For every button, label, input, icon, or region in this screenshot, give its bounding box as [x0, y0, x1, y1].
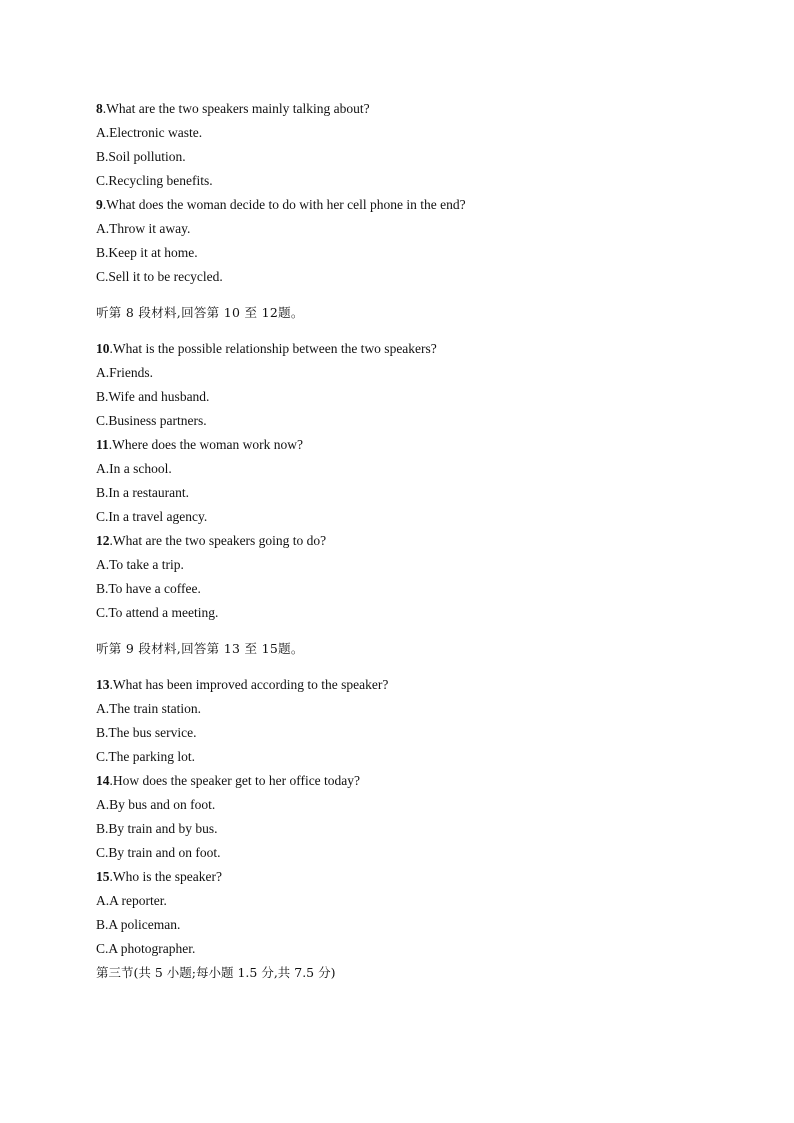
question-text: .What has been improved according to the speaker?	[109, 677, 389, 692]
material-9-instruction: 听第 9 段材料,回答第 13 至 15题。	[96, 641, 304, 656]
question-text: .How does the speaker get to her office today?	[109, 773, 361, 788]
question-number: 9	[96, 197, 103, 212]
question-text: .What does the woman decide to do with her cell phone in the end?	[102, 197, 466, 212]
material-8-instruction: 听第 8 段材料,回答第 10 至 12题。	[96, 305, 304, 320]
option-14c: C.By train and on foot.	[96, 845, 221, 860]
question-14-stem	[96, 769, 736, 793]
question-text: .Who is the speaker?	[109, 869, 222, 884]
question-9-stem	[96, 193, 736, 217]
option-8a: A.Electronic waste.	[96, 125, 203, 140]
question-text: .What are the two speakers mainly talking about?	[102, 101, 370, 116]
question-15-stem	[96, 865, 736, 889]
option-9b: B.Keep it at home.	[96, 245, 198, 260]
option-14b: B.By train and by bus.	[96, 821, 218, 836]
question-text: .Where does the woman work now?	[108, 437, 303, 452]
option-13c: C.The parking lot.	[96, 749, 195, 764]
document-page	[96, 97, 736, 985]
question-number: 12	[96, 533, 110, 548]
question-11-stem	[96, 433, 736, 457]
option-13a: A.The train station.	[96, 701, 201, 716]
option-10b: B.Wife and husband.	[96, 389, 210, 404]
question-8-stem	[96, 97, 736, 121]
option-11b: B.In a restaurant.	[96, 485, 189, 500]
option-8b: B.Soil pollution.	[96, 149, 186, 164]
option-10a: A.Friends.	[96, 365, 153, 380]
question-number: 10	[96, 341, 110, 356]
section-3-heading: 第三节(共 5 小题;每小题 1.5 分,共 7.5 分)	[96, 965, 336, 980]
question-12-stem	[96, 529, 736, 553]
question-number: 15	[96, 869, 110, 884]
question-number: 14	[96, 773, 110, 788]
option-15a: A.A reporter.	[96, 893, 167, 908]
question-number: 8	[96, 101, 103, 116]
question-10-stem	[96, 337, 736, 361]
question-13-stem	[96, 673, 736, 697]
option-13b: B.The bus service.	[96, 725, 197, 740]
option-9a: A.Throw it away.	[96, 221, 191, 236]
question-number: 11	[96, 437, 109, 452]
option-12c: C.To attend a meeting.	[96, 605, 219, 620]
option-9c: C.Sell it to be recycled.	[96, 269, 223, 284]
option-15c: C.A photographer.	[96, 941, 196, 956]
option-15b: B.A policeman.	[96, 917, 181, 932]
question-text: .What is the possible relationship between the two speakers?	[109, 341, 437, 356]
question-text: .What are the two speakers going to do?	[109, 533, 327, 548]
option-12b: B.To have a coffee.	[96, 581, 201, 596]
option-11a: A.In a school.	[96, 461, 172, 476]
option-10c: C.Business partners.	[96, 413, 207, 428]
option-12a: A.To take a trip.	[96, 557, 184, 572]
question-number: 13	[96, 677, 110, 692]
option-11c: C.In a travel agency.	[96, 509, 208, 524]
option-14a: A.By bus and on foot.	[96, 797, 216, 812]
option-8c: C.Recycling benefits.	[96, 173, 213, 188]
